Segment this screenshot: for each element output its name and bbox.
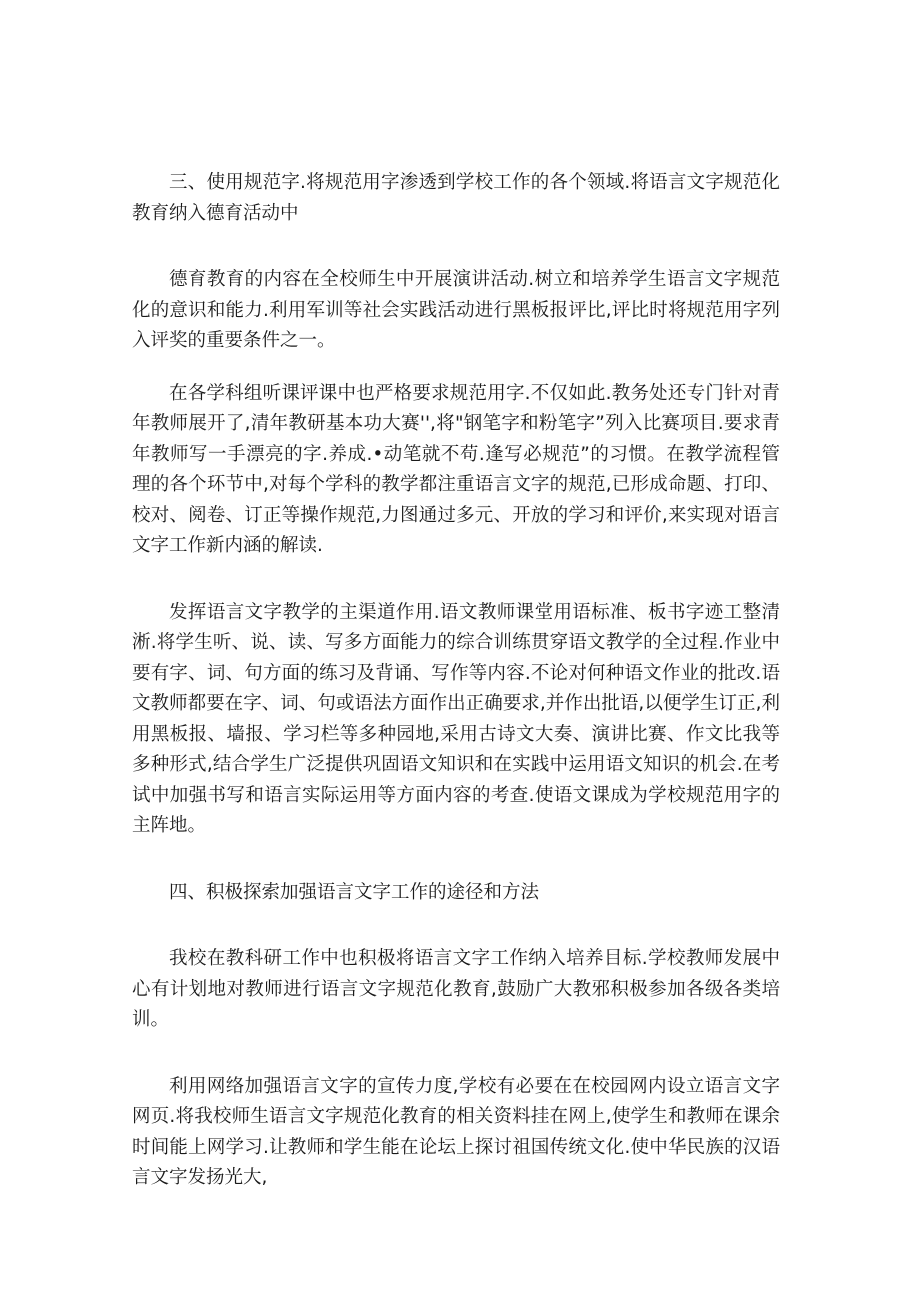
paragraph-teacher-training: 我校在教科研工作中也积极将语言文字工作纳入培养目标.学校教师发展中心有计划地对教师进行语言文字规范化教育,鼓励广大教邪积极参加各级各类培训。	[132, 948, 780, 1030]
section-heading-four: 四、积极探索加强语言文字工作的途径和方法	[169, 881, 540, 903]
document-page	[132, 168, 780, 1194]
paragraph-chinese-teaching: 发挥语言文字教学的主渠道作用.语文教师课堂用语标准、板书字迹工整清淅.将学生听、说、读、写多方面能力的综合训练贯穿语文教学的全过程.作业中要有字、词、句方面的练习及背诵、写作等内容.不论对何种语文作业的批改.语文教师都要在字、词、句或语法方面作出正确要求,并作出批语,以便学生订正,利用黑板报、墙报、学习栏等多种园地,采用古诗文大奏、演讲比赛、作文比我等多种形式,结合学生广泛提供巩固语文知识和在实践中运用语文知识的机会.在考试中加强书写和语言实际运用等方面内容的考查.使语文课成为学校规范用字的主阵地。	[132, 601, 780, 836]
section-heading-three: 三、使用规范字.将规范用字渗透到学校工作的各个领域.将语言文字规范化教育纳入德育活动中	[132, 172, 780, 224]
paragraph-lesson-evaluation: 在各学科组听课评课中也严格要求规范用字.不仅如此.教务处还专门针对青年教师展开了,清年教研基本功大赛'',将"钢笔字和粉笔字”列入比赛项目.要求青年教师写一手漂亮的字.养成.•动笔就不苟.逢写必规范”的习惯。在教学流程管理的各个环节中,对每个学科的教学都注重语言文字的规范,已形成命题、打印、校对、阅卷、订正等操作规范,力图通过多元、开放的学习和评价,来实现对语言文字工作新内涵的解读.	[132, 382, 780, 556]
paragraph-moral-education: 德育教育的内容在全校师生中开展演讲活动.树立和培养学生语言文字规范化的意识和能力.利用军训等社会实践活动进行黑板报评比,评比时将规范用字列入评奖的重要条件之一。	[132, 269, 780, 351]
paragraph-network-promotion: 利用网络加强语言文字的宣传力度,学校有必要在在校园网内设立语言文字网页.将我校师生语言文字规范化教育的相关资料挂在网上,使学生和教师在课余时间能上网学习.让教师和学生能在论坛上探讨祖国传统文化.使中华民族的汉语言文字发扬光大,	[132, 1075, 780, 1188]
